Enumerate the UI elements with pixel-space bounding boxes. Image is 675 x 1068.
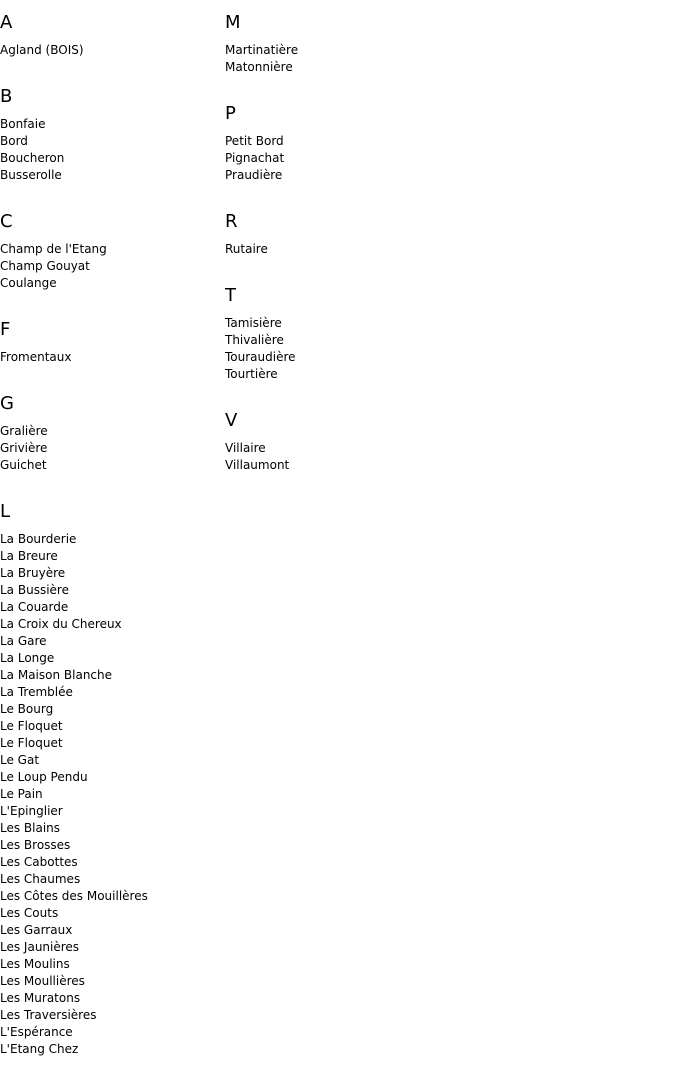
place-link-villaire[interactable]: Villaire (225, 441, 266, 455)
place-link-les-garraux[interactable]: Les Garraux (0, 923, 73, 937)
place-link-les-brosses[interactable]: Les Brosses (0, 838, 71, 852)
place-link-petit-bord[interactable]: Petit Bord (225, 134, 284, 148)
place-link-coulange[interactable]: Coulange (0, 276, 57, 290)
place-link-la-breure[interactable]: La Breure (0, 549, 58, 563)
place-link-le-pain[interactable]: Le Pain (0, 787, 43, 801)
place-link-le-floquet[interactable]: Le Floquet (0, 736, 63, 750)
letter-group-t (225, 285, 296, 383)
place-list (0, 42, 84, 59)
place-list (225, 241, 268, 258)
place-link-bonfaie[interactable]: Bonfaie (0, 117, 46, 131)
place-list (0, 531, 148, 1058)
letter-heading: A (0, 12, 13, 33)
letter-group-c (0, 211, 107, 292)
place-list (225, 315, 296, 383)
place-link-thivaliere[interactable]: Thivalière (225, 333, 284, 347)
place-link-les-moullieres[interactable]: Les Moullières (0, 974, 85, 988)
place-link-la-gare[interactable]: La Gare (0, 634, 47, 648)
place-link-griviere[interactable]: Grivière (0, 441, 48, 455)
place-list (0, 423, 48, 474)
letter-heading: L (0, 501, 11, 522)
place-link-fromentaux[interactable]: Fromentaux (0, 350, 72, 364)
place-link-la-bruyere[interactable]: La Bruyère (0, 566, 66, 580)
place-link-les-muratons[interactable]: Les Muratons (0, 991, 81, 1005)
place-list (225, 133, 284, 184)
place-link-le-gat[interactable]: Le Gat (0, 753, 40, 767)
place-link-l-epinglier[interactable]: L'Epinglier (0, 804, 63, 818)
letter-heading: B (0, 86, 13, 107)
letter-heading: F (0, 319, 11, 340)
place-list (0, 116, 64, 184)
place-link-les-moulins[interactable]: Les Moulins (0, 957, 70, 971)
place-link-les-blains[interactable]: Les Blains (0, 821, 61, 835)
place-link-matonniere[interactable]: Matonnière (225, 60, 293, 74)
place-link-tourtiere[interactable]: Tourtière (225, 367, 278, 381)
letter-heading: M (225, 12, 241, 33)
place-link-champ-de-l-etang[interactable]: Champ de l'Etang (0, 242, 107, 256)
place-link-la-longe[interactable]: La Longe (0, 651, 55, 665)
letter-group-b (0, 86, 64, 184)
letter-group-p (225, 103, 284, 184)
place-link-guichet[interactable]: Guichet (0, 458, 47, 472)
place-link-champ-gouyat[interactable]: Champ Gouyat (0, 259, 90, 273)
letter-group-r (225, 211, 268, 258)
place-link-les-jaunieres[interactable]: Les Jaunières (0, 940, 80, 954)
place-link-les-traversieres[interactable]: Les Traversières (0, 1008, 97, 1022)
letter-heading: T (225, 285, 236, 306)
place-link-pignachat[interactable]: Pignachat (225, 151, 285, 165)
place-link-agland-bois[interactable]: Agland (BOIS) (0, 43, 84, 57)
place-link-la-tremblee[interactable]: La Tremblée (0, 685, 73, 699)
place-link-villaumont[interactable]: Villaumont (225, 458, 290, 472)
place-link-le-bourg[interactable]: Le Bourg (0, 702, 54, 716)
place-link-la-maison-blanche[interactable]: La Maison Blanche (0, 668, 113, 682)
place-link-la-bourderie[interactable]: La Bourderie (0, 532, 77, 546)
letter-heading: R (225, 211, 238, 232)
letter-heading: C (0, 211, 13, 232)
place-link-graliere[interactable]: Gralière (0, 424, 48, 438)
place-link-martinatiere[interactable]: Martinatière (225, 43, 299, 57)
letter-group-f (0, 319, 71, 366)
place-link-le-loup-pendu[interactable]: Le Loup Pendu (0, 770, 88, 784)
place-link-tamisiere[interactable]: Tamisière (225, 316, 282, 330)
letter-group-v (225, 410, 289, 474)
place-link-la-bussiere[interactable]: La Bussière (0, 583, 69, 597)
letter-group-g (0, 393, 48, 474)
place-link-la-couarde[interactable]: La Couarde (0, 600, 69, 614)
letter-group-l (0, 501, 148, 1058)
letter-heading: P (225, 103, 236, 124)
place-list (0, 349, 71, 366)
letter-group-a (0, 12, 84, 59)
place-link-les-cotes-des-mouilleres[interactable]: Les Côtes des Mouillères (0, 889, 148, 903)
place-link-les-couts[interactable]: Les Couts (0, 906, 59, 920)
letter-heading: V (225, 410, 238, 431)
place-link-busserolle[interactable]: Busserolle (0, 168, 62, 182)
place-link-boucheron[interactable]: Boucheron (0, 151, 65, 165)
place-link-les-chaumes[interactable]: Les Chaumes (0, 872, 81, 886)
place-link-l-esperance[interactable]: L'Espérance (0, 1025, 73, 1039)
place-link-touraudiere[interactable]: Touraudière (225, 350, 296, 364)
place-list (225, 42, 298, 76)
place-link-praudiere[interactable]: Praudière (225, 168, 283, 182)
place-list (225, 440, 289, 474)
place-link-le-floquet[interactable]: Le Floquet (0, 719, 63, 733)
place-link-rutaire[interactable]: Rutaire (225, 242, 268, 256)
letter-heading: G (0, 393, 14, 414)
place-list (0, 241, 107, 292)
letter-group-m (225, 12, 298, 76)
place-link-la-croix-du-chereux[interactable]: La Croix du Chereux (0, 617, 122, 631)
place-link-les-cabottes[interactable]: Les Cabottes (0, 855, 78, 869)
place-link-bord[interactable]: Bord (0, 134, 28, 148)
place-link-l-etang-chez[interactable]: L'Etang Chez (0, 1042, 79, 1056)
